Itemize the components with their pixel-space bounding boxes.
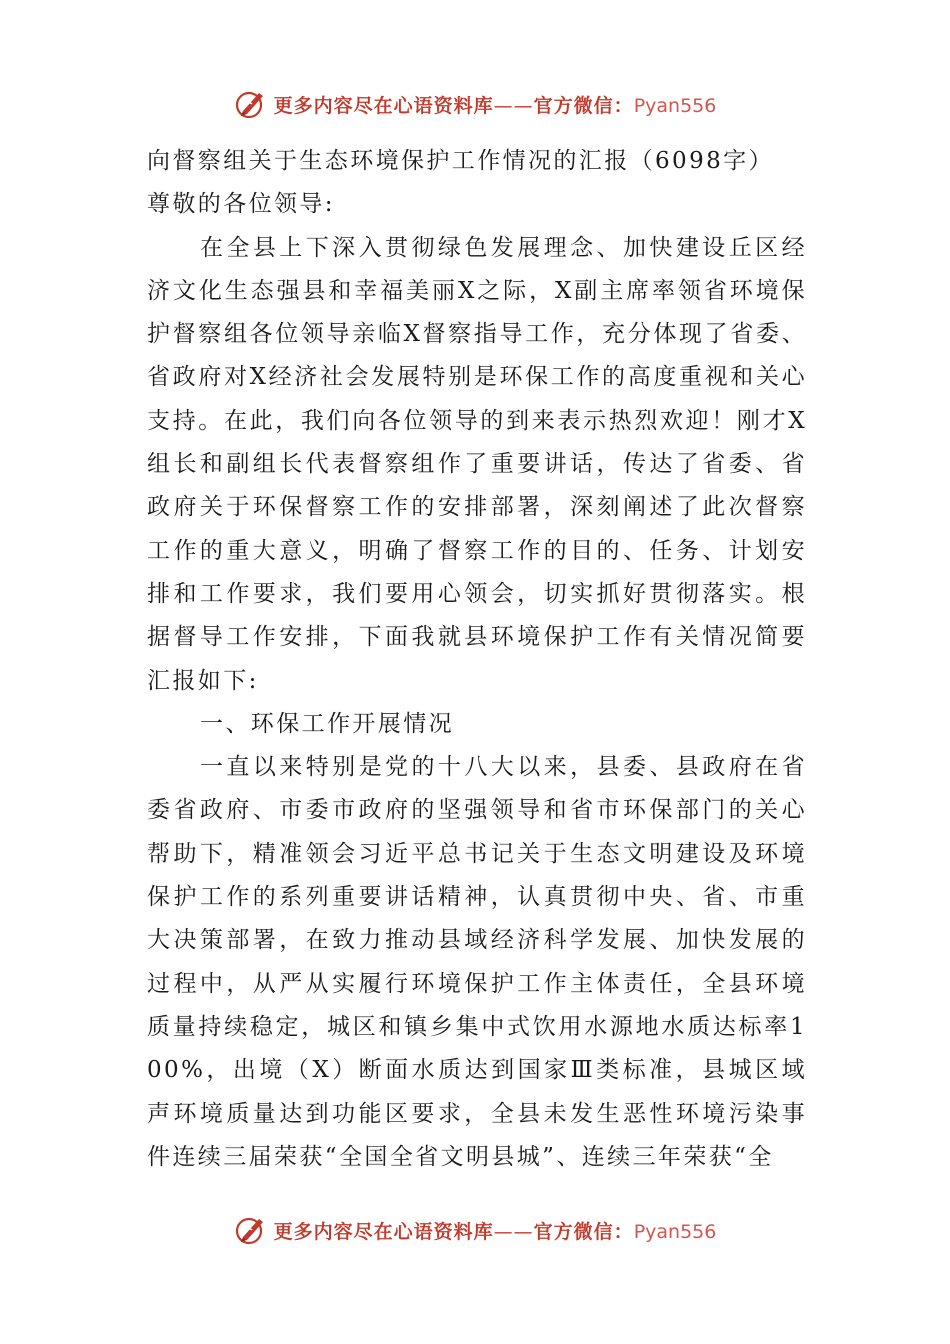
pen-logo-icon	[234, 1213, 268, 1247]
pen-logo-icon	[234, 87, 268, 121]
watermark-text	[274, 1217, 717, 1244]
section-heading: 一、环保工作开展情况	[200, 710, 454, 737]
watermark-wechat-label: 官方微信：	[533, 94, 634, 117]
body-paragraph: 一直以来特别是党的十八大以来，县委、县政府在省委省政府、市委市政府的坚强领导和省市环保部门的关心帮助下，精准领会习近平总书记关于生态文明建设及环境保护工作的系列重要讲话精神，认真贯彻中央、省、市重大决策部署，在致力推动县域经济科学发展、加快发展的过程中，从严从实履行环境保护工作主体责任，全县环境质量持续稳定，城区和镇乡集中式饮用水源地水质达标率100%，出境（X）断面水质达到国家Ⅲ类标准，县城区域声环境质量达到功能区要求，全县未发生恶性环境污染事件连续三届荣获“全国全省文明县城”、连续三年荣获“全	[147, 754, 807, 1170]
watermark-wechat-label: 官方微信：	[533, 1220, 634, 1243]
watermark-wechat-id: Pyan556	[633, 94, 717, 117]
watermark-wechat-id: Pyan556	[633, 1220, 717, 1243]
watermark-text	[274, 91, 717, 118]
watermark-dash: ——	[493, 94, 534, 117]
watermark-prefix: 更多内容尽在心语资料库	[273, 94, 494, 117]
document-title: 向督察组关于生态环境保护工作情况的汇报（6098字）	[147, 148, 774, 174]
header-watermark	[0, 84, 950, 124]
body-paragraph: 在全县上下深入贯彻绿色发展理念、加快建设丘区经济文化生态强县和幸福美丽X之际，X副主席率领省环境保护督察组各位领导亲临X督察指导工作，充分体现了省委、省政府对X经济社会发展特别是环保工作的高度重视和关心支持。在此，我们向各位领导的到来表示热烈欢迎！刚才X组长和副组长代表督察组作了重要讲话，传达了省委、省政府关于环保督察工作的安排部署，深刻阐述了此次督察工作的重大意义，明确了督察工作的目的、任务、计划安排和工作要求，我们要用心领会，切实抓好贯彻落实。根据督导工作安排，下面我就县环境保护工作有关情况简要汇报如下:	[147, 234, 807, 694]
document-body	[147, 140, 807, 1179]
footer-watermark	[0, 1210, 950, 1250]
salutation: 尊敬的各位领导:	[147, 191, 335, 218]
watermark-dash: ——	[493, 1220, 534, 1243]
watermark-prefix: 更多内容尽在心语资料库	[273, 1220, 494, 1243]
